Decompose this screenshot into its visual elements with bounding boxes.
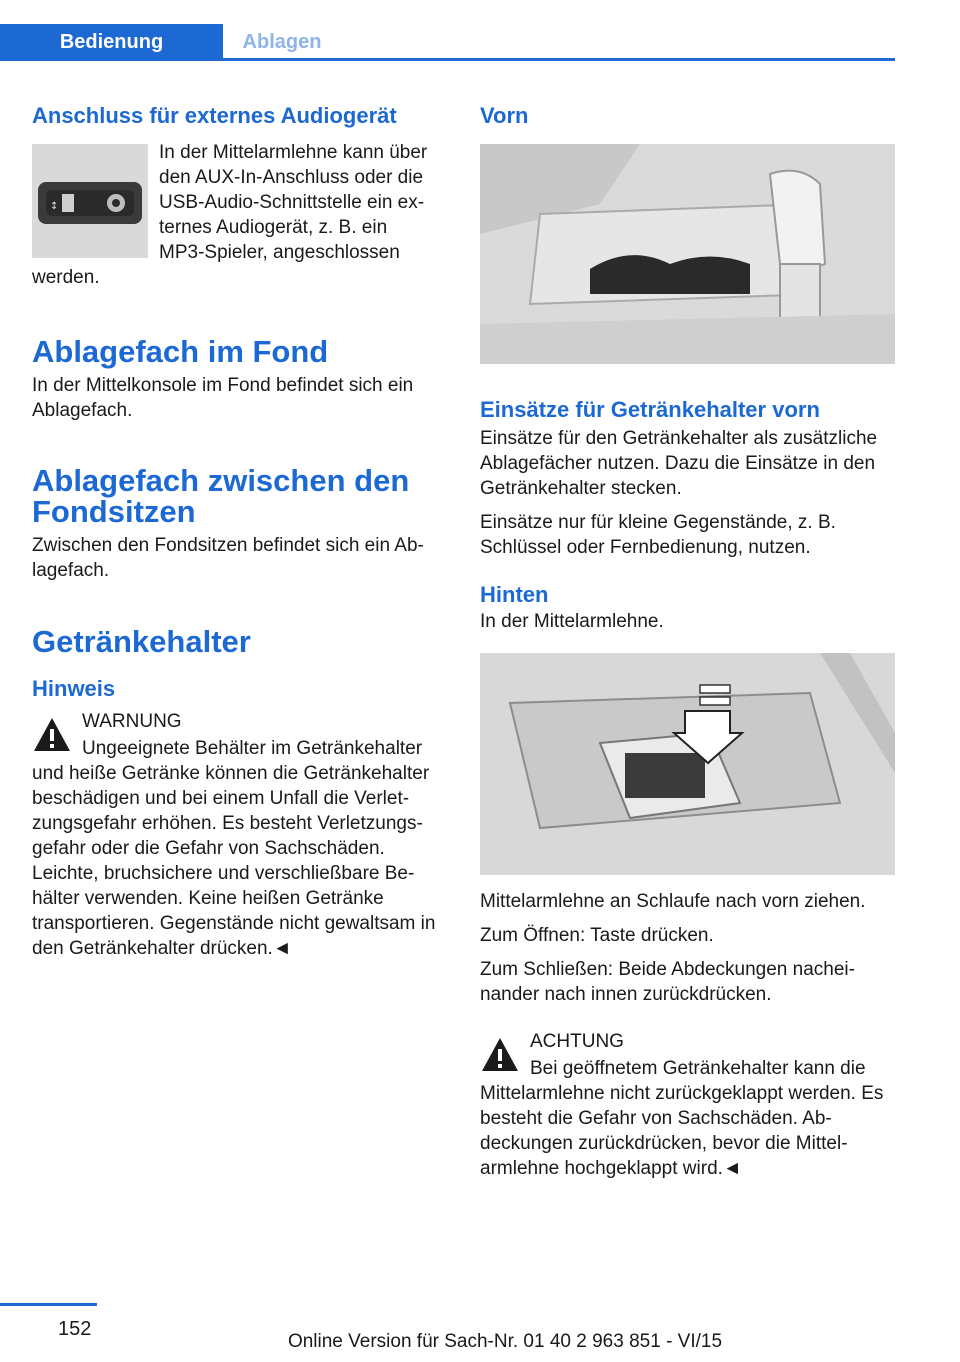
warning-label: WARNUNG xyxy=(82,711,182,732)
fond-text: In der Mittelkonsole im Fond befindet sich ein Ablagefach. xyxy=(32,375,414,421)
schlaufe-text: Mittelarmlehne an Schlaufe nach vorn ziehen. xyxy=(480,891,866,912)
page-number: 152 xyxy=(58,1318,92,1340)
aux-text-line-3: USB-Audio-Schnittstelle ein ex- xyxy=(159,192,425,213)
warning-triangle-icon xyxy=(32,715,72,755)
tab-ablagen[interactable]: Ablagen xyxy=(242,31,322,53)
zwischen-heading-line-2: Fondsitzen xyxy=(32,494,196,529)
vorn-heading: Vorn xyxy=(480,103,529,128)
hinten-heading: Hinten xyxy=(480,582,549,607)
hinten-text: In der Mittelarmlehne. xyxy=(480,611,664,632)
right-column xyxy=(480,102,895,1181)
front-cupholder-illustration xyxy=(480,144,895,364)
caution-text: Mittelarmlehne nicht zurückgeklappt werden. Es besteht die Gefahr von Sachschäden. Ab-deckungen zurückdrücken, bevor die Mittel-armlehne hochgeklappt wird.◄ xyxy=(480,1083,884,1179)
aux-text-line-4: ternes Audiogerät, z. B. ein xyxy=(159,217,388,238)
warning-text: und heiße Getränke können die Getränkehalter beschädigen und bei einem Unfall die Verlet-zungsgefahr erhöhen. Es besteht Verletzungs-gefahr oder die Gefahr von Sachschäden. Leichte, bruchsichere und verschließbare Be-hälter verwenden. Keine heißen Getränke transportieren. Gegenstände nicht gewaltsam in den Getränkehalter drücken.◄ xyxy=(32,763,436,959)
caution-triangle-icon xyxy=(480,1035,520,1075)
footer-accent-line xyxy=(0,1303,97,1306)
aux-block xyxy=(32,140,450,300)
zwischen-text: Zwischen den Fondsitzen befindet sich ein Ab-lagefach. xyxy=(32,535,424,581)
warning-first-line: Ungeeignete Behälter im Getränkehalter xyxy=(82,738,423,759)
zwischen-heading-line-1: Ablagefach zwischen den xyxy=(32,463,410,498)
chapter-tabbar xyxy=(0,24,895,61)
getraenke-heading: Getränkehalter xyxy=(32,624,251,659)
rear-armrest-illustration xyxy=(480,653,895,875)
online-version-text: Online Version für Sach-Nr. 01 40 2 963 851 - VI/15 xyxy=(287,1331,723,1352)
tab-bedienung[interactable]: Bedienung xyxy=(0,24,223,61)
zwischen-heading xyxy=(32,465,450,527)
fond-heading: Ablagefach im Fond xyxy=(32,334,329,369)
aux-text-line-1: In der Mittelarmlehne kann über xyxy=(159,142,428,163)
caution-first-line: Bei geöffnetem Getränkehalter kann die xyxy=(530,1058,866,1079)
hinweis-heading: Hinweis xyxy=(32,676,116,701)
einsaetze-text-2: Einsätze nur für kleine Gegenstände, z. B. Schlüssel oder Fernbedienung, nutzen. xyxy=(480,512,836,558)
aux-heading: Anschluss für externes Audiogerät xyxy=(32,103,397,128)
aux-text-line-2: den AUX-In-Anschluss oder die xyxy=(159,167,424,188)
warning-block xyxy=(32,709,450,961)
tabbar-underline xyxy=(0,58,895,61)
aux-usb-port-illustration xyxy=(32,144,148,258)
left-column xyxy=(32,102,450,961)
aux-text-last: werden. xyxy=(32,267,100,288)
aux-text-line-5: MP3-Spieler, angeschlossen xyxy=(159,242,400,263)
svg-text:↕: ↕ xyxy=(50,201,59,212)
caution-block xyxy=(480,1029,895,1181)
oeffnen-text: Zum Öffnen: Taste drücken. xyxy=(480,925,714,946)
schliessen-text: Zum Schließen: Beide Abdeckungen nachei-nander nach innen zurückdrücken. xyxy=(480,959,855,1005)
einsaetze-heading: Einsätze für Getränkehalter vorn xyxy=(480,397,820,422)
caution-label: ACHTUNG xyxy=(530,1031,624,1052)
einsaetze-text-1: Einsätze für den Getränkehalter als zusätzliche Ablagefächer nutzen. Dazu die Einsätze in den Getränkehalter stecken. xyxy=(480,428,878,499)
